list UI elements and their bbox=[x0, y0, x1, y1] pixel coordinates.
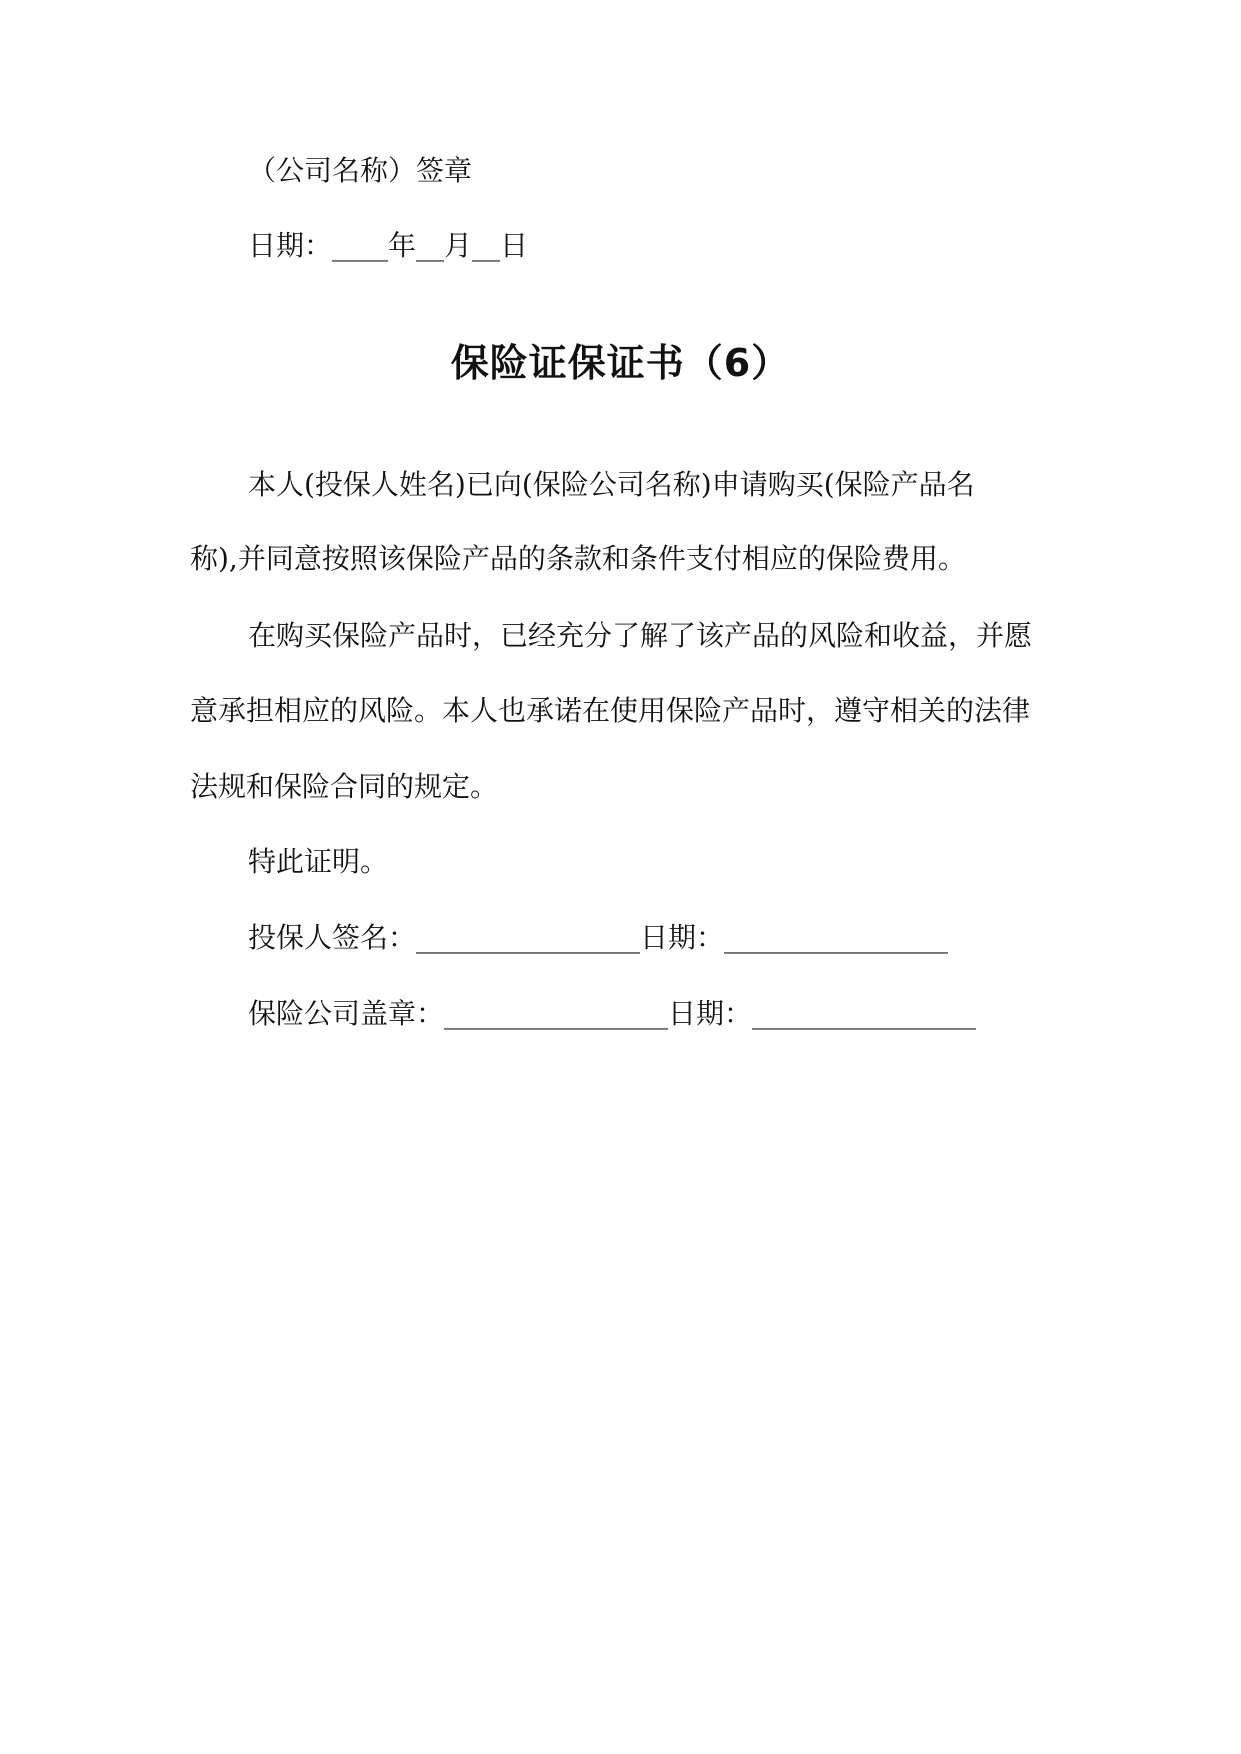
company-seal-line: （公司名称）签章 bbox=[248, 154, 473, 187]
paragraph-1-line-1: 本人(投保人姓名)已向(保险公司名称)申请购买(保险产品名 bbox=[248, 468, 975, 501]
applicant-signature-line: 投保人签名：________________日期：________________ bbox=[248, 921, 949, 954]
date-line: 日期：____年__月__日 bbox=[248, 229, 529, 262]
paragraph-2-line-2: 意承担相应的风险。本人也承诺在使用保险产品时，遵守相关的法律 bbox=[190, 694, 1031, 727]
insurer-seal-line: 保险公司盖章：________________日期：________________ bbox=[248, 997, 977, 1030]
paragraph-1-line-2: 称),并同意按照该保险产品的条款和条件支付相应的保险费用。 bbox=[190, 542, 966, 575]
closing-statement: 特此证明。 bbox=[248, 845, 389, 878]
paragraph-2-line-1: 在购买保险产品时，已经充分了解了该产品的风险和收益，并愿 bbox=[248, 619, 1033, 652]
document-title: 保险证保证书（6） bbox=[450, 341, 791, 385]
paragraph-2-line-3: 法规和保险合同的规定。 bbox=[190, 770, 499, 803]
